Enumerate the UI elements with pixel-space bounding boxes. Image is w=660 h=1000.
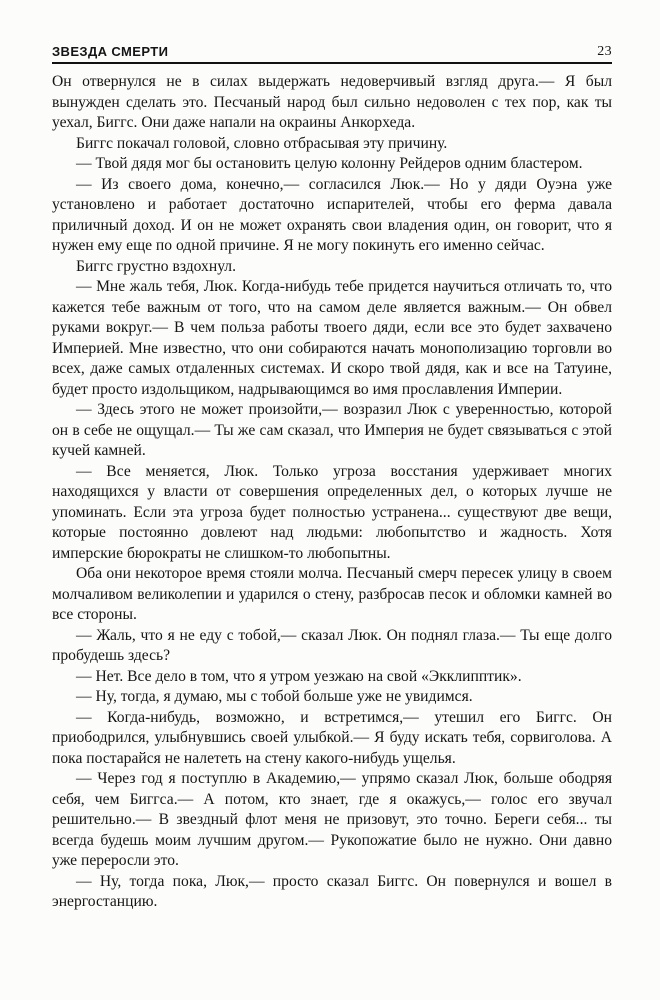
- paragraph: — Когда-нибудь, возможно, и встретимся,— утешил его Биггс. Он приободрился, улыбнувшись своей улыбкой.— Я буду искать тебя, сорвиголова. А пока постарайся не налететь на стену какого-нибудь ущелья.: [52, 708, 612, 767]
- chapter-title: ЗВЕЗДА СМЕРТИ: [52, 44, 169, 59]
- paragraph: — Ну, тогда пока, Люк,— просто сказал Биггс. Он повернулся и вошел в энергостанцию.: [52, 872, 612, 910]
- paragraph: — Через год я поступлю в Академию,— упрямо сказал Люк, больше ободряя себя, чем Биггса.— А потом, кто знает, где я окажусь,— голос его звучал решительно.— В звездный флот меня не призовут, это точно. Береги себя... ты всегда будешь моим лучшим другом.— Рукопожатие было не нужно. Они давно уже переросли это.: [52, 770, 612, 869]
- paragraph: — Все меняется, Люк. Только угроза восстания удерживает многих находящихся у власти от совершения определенных дел, о которых лучше не упоминать. Если эта угроза будет полностью устранена... существуют две вещи, которые постоянно довлеют над людьми: любопытство и жадность. Хотя имперские бюрократы не слишком-то любопытны.: [52, 462, 612, 562]
- paragraph: — Из своего дома, конечно,— согласился Люк.— Но у дяди Оуэна уже установлено и работает достаточно испарителей, чтобы его ферма давала приличный доход. И он не может охранять свои владения один, он говорит, что я нужен ему еще по одной причине. Я не могу покинуть его именно сейчас.: [52, 175, 612, 254]
- paragraph: Биггс покачал головой, словно отбрасывая эту причину.: [76, 134, 448, 152]
- paragraph: Оба они некоторое время стояли молча. Песчаный смерч пересек улицу в своем молчаливом великолепии и ударился о стену, разбросав песок и обломки камней во все стороны.: [52, 565, 612, 623]
- paragraph: — Ну, тогда, я думаю, мы с тобой больше уже не увидимся.: [76, 688, 473, 705]
- body-text: [52, 72, 612, 913]
- paragraph: — Нет. Все дело в том, что я утром уезжаю на свой «Экклипптик».: [76, 667, 522, 685]
- paragraph: — Здесь этого не может произойти,— возразил Люк с уверенностью, которой он в себе не ощущал.— Ты же сам сказал, что Империя не будет связываться с этой кучей камней.: [52, 401, 612, 459]
- paragraph: — Мне жаль тебя, Люк. Когда-нибудь тебе придется научиться отличать то, что кажется тебе важным от того, что на самом деле является важным.— Он обвел руками вокруг.— В чем польза работы твоего дяди, если все это будет захвачено Империей. Мне известно, что они собираются начать монополизацию торговли во всех, даже самых отдаленных системах. И скоро твой дядя, как и все на Татуине, будет просто издольщиком, надрывающимся во имя прославления Империи.: [52, 278, 612, 398]
- running-header: [52, 42, 612, 64]
- paragraph: — Жаль, что я не еду с тобой,— сказал Люк. Он поднял глаза.— Ты еще долго пробудешь здесь?: [52, 626, 612, 664]
- paragraph: Он отвернулся не в силах выдержать недоверчивый взгляд друга.— Я был вынужден сделать это. Песчаный народ был сильно недоволен с тех пор, как ты уехал, Биггс. Они даже напали на окраины Анкорхеда.: [52, 73, 612, 131]
- paragraph: Биггс грустно вздохнул.: [76, 257, 236, 275]
- page-number: 23: [597, 44, 612, 59]
- paragraph: — Твой дядя мог бы остановить целую колонну Рейдеров одним бластером.: [76, 155, 583, 172]
